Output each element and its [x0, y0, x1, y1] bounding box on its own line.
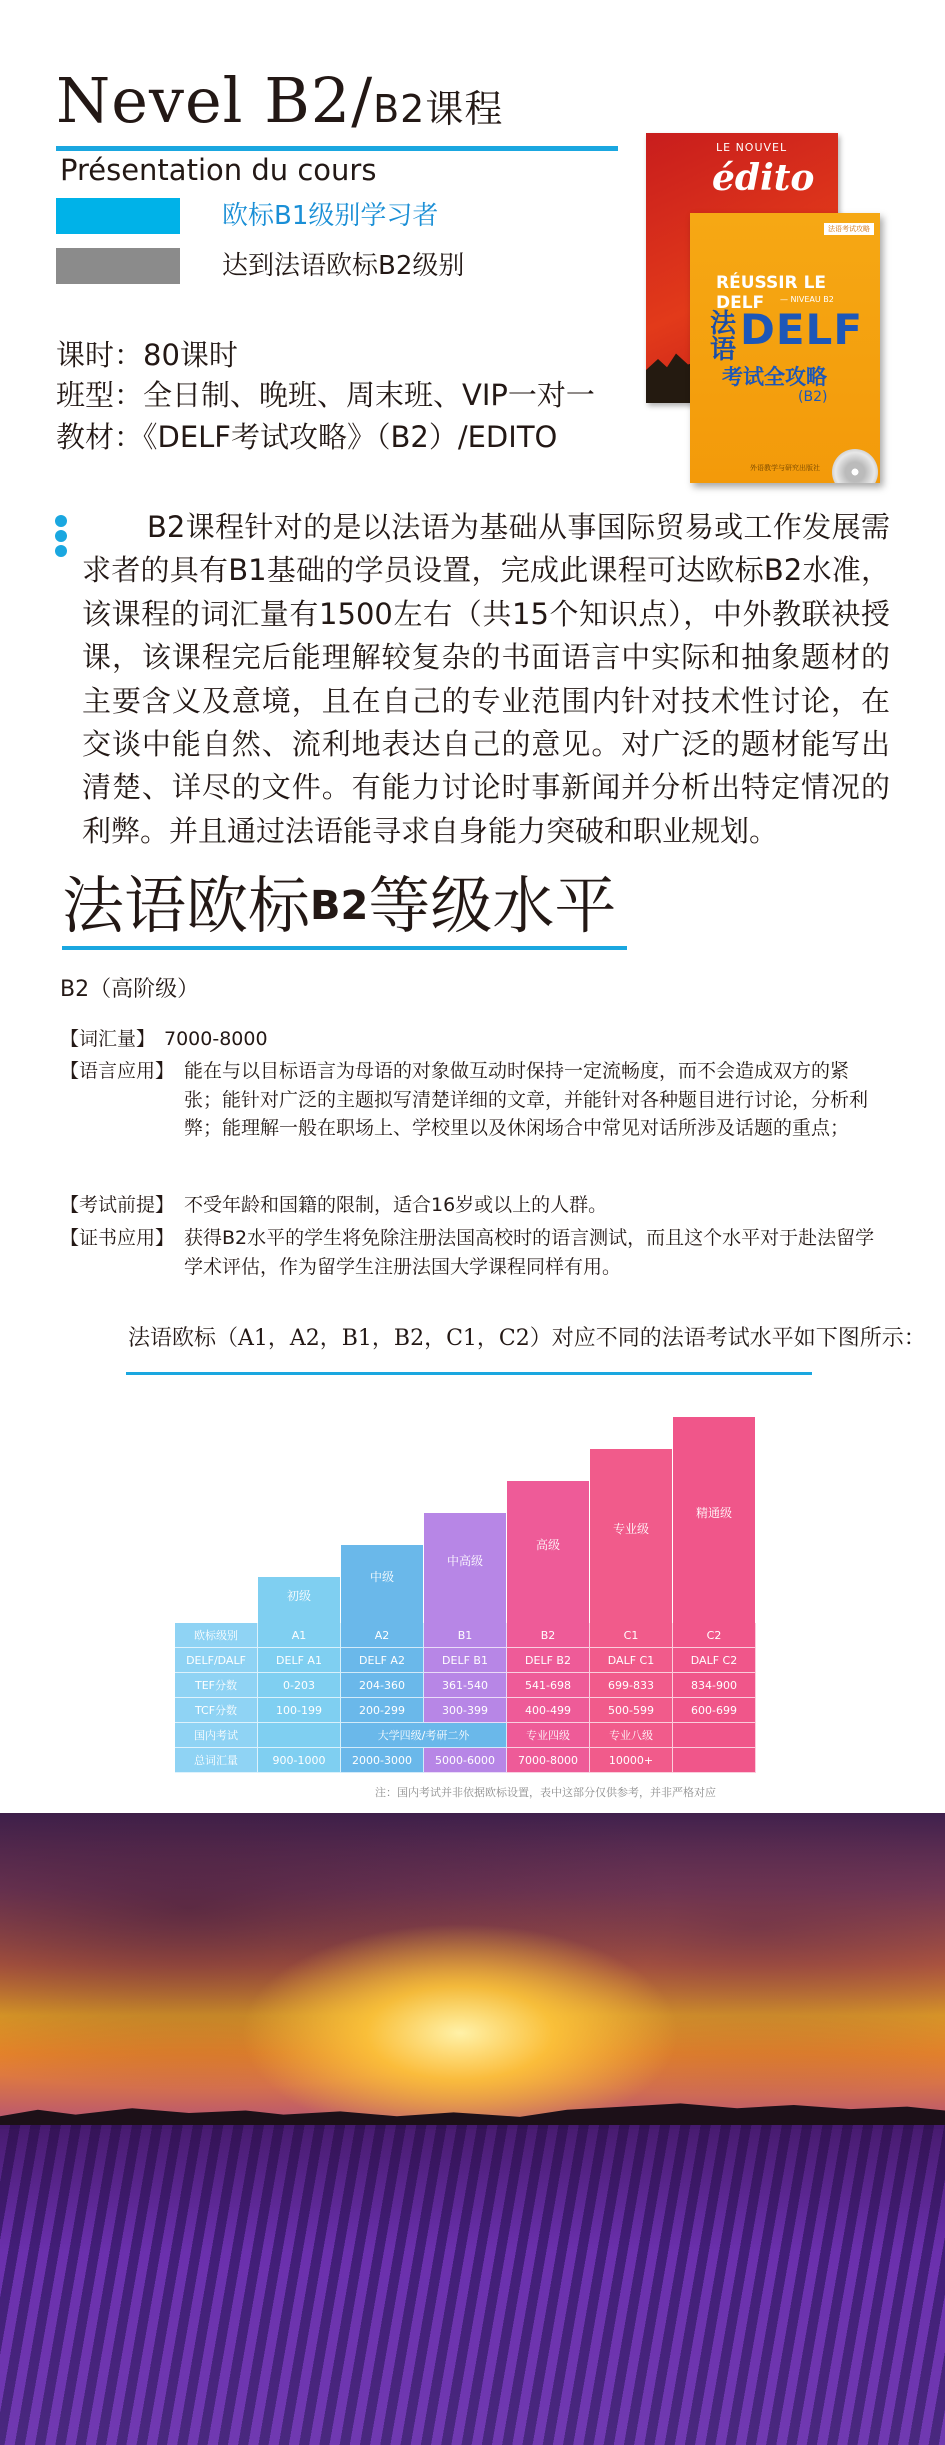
- row-header: 欧标级别: [175, 1623, 258, 1648]
- table-cell: 834-900: [673, 1673, 756, 1698]
- table-cell: 600-699: [673, 1698, 756, 1723]
- stair-label: 专业级: [612, 1522, 649, 1536]
- row-header: DELF/DALF: [175, 1648, 258, 1673]
- stair-label: 初级: [286, 1589, 311, 1603]
- book2-tag: 法语考试攻略: [824, 223, 874, 235]
- subtitle: Présentation du cours: [60, 153, 377, 187]
- table-cell: 200-299: [341, 1698, 424, 1723]
- field-shading: [0, 2125, 945, 2445]
- legend-swatch-blue: [56, 198, 180, 234]
- vocabulary-cell: 5000-6000: [424, 1748, 507, 1773]
- cd-disc-icon: [832, 449, 878, 483]
- course-class-type: 班型：全日制、晚班、周末班、VIP一对一: [56, 378, 595, 412]
- vocab-key: 【词汇量】: [60, 1028, 156, 1050]
- stair-block-c1: [590, 1449, 672, 1623]
- stair-label: 精通级: [695, 1506, 732, 1520]
- level-section-title: [62, 868, 616, 944]
- course-materials: 教材：《DELF考试攻略》（B2）/EDITO: [56, 420, 558, 454]
- row-header: 总词汇量: [175, 1748, 258, 1773]
- book2-publisher: 外语教学与研究出版社: [750, 464, 820, 472]
- table-cell: 400-499: [507, 1698, 590, 1723]
- table-cell: B2: [507, 1623, 590, 1648]
- domestic-exam-cell: 专业八级: [590, 1723, 673, 1748]
- stair-block-c2: [673, 1417, 755, 1623]
- level-title-underline: [62, 946, 627, 950]
- course-hours: 课时：80课时: [56, 338, 238, 372]
- stair-block-a2: [341, 1545, 423, 1623]
- cert-key: 【证书应用】: [60, 1227, 175, 1249]
- row-header: 国内考试: [175, 1723, 258, 1748]
- delf-book-cover: [690, 213, 880, 483]
- vocab-value: 7000-8000: [164, 1028, 268, 1050]
- table-cell: DELF A2: [341, 1648, 424, 1673]
- table-cell: B1: [424, 1623, 507, 1648]
- table-cell: DELF A1: [258, 1648, 341, 1673]
- vocabulary-cell: 2000-3000: [341, 1748, 424, 1773]
- page-title: [56, 66, 503, 144]
- prereq-row: [60, 1191, 890, 1221]
- vocabulary-cell: 900-1000: [258, 1748, 341, 1773]
- cert-row: [60, 1224, 890, 1284]
- stair-label: 中高级: [446, 1554, 483, 1568]
- course-description: B2课程针对的是以法语为基础从事国际贸易或工作发展需求者的具有B1基础的学员设置，完成此课程可达欧标B2水准，该课程的词汇量有1500左右（共15个知识点），中外教联袂授课，该课程完后能理解较复杂的书面语言中实际和抽象题材的主要含义及意境，且在自己的专业范围内针对技术性讨论，在交谈中能自然、流利地表达自己的意见。对广泛的题材能写出清楚、详尽的文件。有能力讨论时事新闻并分析出特定情况的利弊。并且通过法语能寻求自身能力突破和职业规划。: [82, 510, 890, 848]
- table-cell: 204-360: [341, 1673, 424, 1698]
- caption-underline: [126, 1372, 812, 1375]
- title-main-text: Nevel B2/: [56, 64, 374, 137]
- chart-note: 注：国内考试并非依据欧标设置，表中这部分仅供参考，并非严格对应: [375, 1786, 716, 1799]
- legend-label-start: 欧标B1级别学习者: [222, 201, 439, 231]
- prereq-key: 【考试前提】: [60, 1194, 175, 1216]
- usage-key: 【语言应用】: [60, 1060, 175, 1082]
- vocab-row: [60, 1025, 890, 1055]
- table-cell: DELF B1: [424, 1648, 507, 1673]
- domestic-exam-cell: [673, 1723, 756, 1748]
- table-cell: C1: [590, 1623, 673, 1648]
- table-cell: A2: [341, 1623, 424, 1648]
- table-cell: DALF C1: [590, 1648, 673, 1673]
- table-cell: DELF B2: [507, 1648, 590, 1673]
- level-title-b: B2: [310, 883, 369, 929]
- book2-level-fr: — NIVEAU B2: [780, 295, 834, 304]
- level-title-a: 法语欧标: [62, 869, 311, 942]
- table-cell: 500-599: [590, 1698, 673, 1723]
- level-name: B2（高阶级）: [60, 977, 200, 1002]
- row-header: TCF分数: [175, 1698, 258, 1723]
- level-title-c: 等级水平: [368, 869, 617, 942]
- cert-value: 获得B2水平的学生将免除注册法国高校时的语言测试，而且这个水平对于赴法留学学术评估，作为留学生注册法国大学课程同样有用。: [184, 1227, 875, 1278]
- stair-block-a1: [258, 1577, 340, 1623]
- domestic-exam-cell: [258, 1723, 341, 1748]
- book2-zh-title: 考试全攻略: [722, 365, 827, 389]
- stair-label: 高级: [535, 1538, 560, 1552]
- lavender-field-photo: [0, 1813, 945, 2445]
- legend-label-goal: 达到法语欧标B2级别: [222, 251, 465, 281]
- book2-title-fr: RÉUSSIR LE DELF: [716, 273, 827, 313]
- cefr-level-chart: [175, 1405, 757, 1780]
- stair-block-b2: [507, 1481, 589, 1623]
- table-cell: C2: [673, 1623, 756, 1648]
- book2-level: (B2): [798, 389, 828, 405]
- table-cell: 100-199: [258, 1698, 341, 1723]
- table-cell: 361-540: [424, 1673, 507, 1698]
- domestic-exam-cell: 专业四级: [507, 1723, 590, 1748]
- vocabulary-cell: 7000-8000: [507, 1748, 590, 1773]
- table-cell: 0-203: [258, 1673, 341, 1698]
- table-cell: 300-399: [424, 1698, 507, 1723]
- domestic-exam-cell: 大学四级/考研二外: [341, 1723, 507, 1748]
- book2-zh-prefix: 法语: [710, 309, 737, 365]
- legend-swatch-gray: [56, 248, 180, 284]
- table-cell: A1: [258, 1623, 341, 1648]
- table-cell: DALF C2: [673, 1648, 756, 1673]
- usage-value: 能在与以目标语言为母语的对象做互动时保持一定流畅度，而不会造成双方的紧张；能针对广泛的主题拟写清楚详细的文章，并能针对各种题目进行讨论，分析利弊；能理解一般在职场上、学校里以及休闲场合中常见对话所涉及话题的重点；: [184, 1060, 869, 1139]
- stair-label: 中级: [369, 1570, 394, 1584]
- vocabulary-cell: 10000+: [590, 1748, 673, 1773]
- table-cell: 541-698: [507, 1673, 590, 1698]
- vocabulary-cell: [673, 1748, 756, 1773]
- prereq-value: 不受年龄和国籍的限制，适合16岁或以上的人群。: [184, 1194, 608, 1216]
- table-cell: 699-833: [590, 1673, 673, 1698]
- usage-row: [60, 1057, 890, 1177]
- title-small-text: B2课程: [373, 87, 504, 131]
- chart-caption: 法语欧标（A1，A2，B1，B2，C1，C2）对应不同的法语考试水平如下图所示：: [128, 1326, 926, 1351]
- book1-series: LE NOUVEL: [716, 141, 788, 154]
- stair-block-b1: [424, 1513, 506, 1623]
- book2-delf: DELF: [740, 305, 864, 354]
- row-header: TEF分数: [175, 1673, 258, 1698]
- book1-name: édito: [712, 157, 815, 199]
